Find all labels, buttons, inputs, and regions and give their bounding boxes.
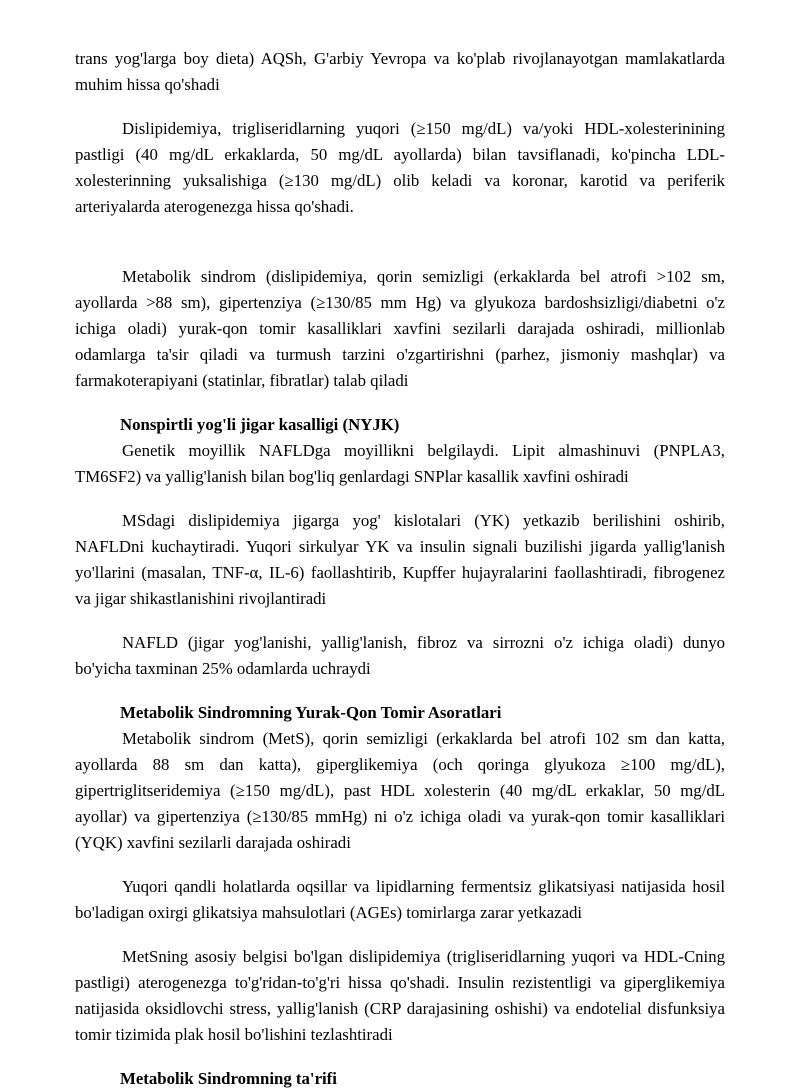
section-heading: Metabolik Sindromning Yurak-Qon Tomir Asoratlari	[120, 703, 502, 722]
paragraph: Metabolik sindrom (MetS), qorin semizligi (erkaklarda bel atrofi 102 sm dan katta, ayollarda 88 sm dan katta), giperglikemiya (och qoringa glyukoza ≥100 mg/dL), gipertriglitseridemiya (≥150 mg/dL), past HDL xolesterin (40 mg/dL erkaklar, 50 mg/dL ayollar) va gipertenziya (≥130/85 mmHg) ni o'z ichiga oladi va yurak-qon tomir kasalliklari (YQK) xavfini sezilarli darajada oshiradi	[75, 729, 725, 852]
paragraph: Yuqori qandli holatlarda oqsillar va lipidlarning fermentsiz glikatsiyasi natijasida hosil bo'ladigan oxirgi glikatsiya mahsulotlari (AGEs) tomirlarga zarar yetkazadi	[75, 877, 725, 922]
paragraph: trans yog'larga boy dieta) AQSh, G'arbiy Yevropa va ko'plab rivojlanayotgan mamlakatlarda muhim hissa qo'shadi	[75, 49, 725, 94]
paragraph: MSdagi dislipidemiya jigarga yog' kislotalari (YK) yetkazib berilishini oshirib, NAFLDni kuchaytiradi. Yuqori sirkulyar YK va insulin signali buzilishi jigarda yallig'lanish yo'llarini (masalan, TNF-α, IL-6) faollashtirib, Kupffer hujayralarini faollashtiradi, fibrogenez va jigar shikastlanishini rivojlantiradi	[75, 511, 725, 608]
text-column	[75, 46, 725, 1092]
paragraph: Genetik moyillik NAFLDga moyillikni belgilaydi. Lipit almashinuvi (PNPLA3, TM6SF2) va yallig'lanish bilan bog'liq genlardagi SNPlar kasallik xavfini oshiradi	[75, 441, 725, 486]
section-heading: Nonspirtli yog'li jigar kasalligi (NYJK)	[120, 415, 400, 434]
paragraph: MetSning asosiy belgisi bo'lgan dislipidemiya (trigliseridlarning yuqori va HDL-Cning pastligi) aterogenezga to'g'ridan-to'g'ri hissa qo'shadi. Insulin rezistentligi va giperglikemiya natijasida oksidlovchi stress, yallig'lanish (CRP darajasining oshishi) va endotelial disfunksiya tomir tizimida plak hosil bo'lishini tezlashtiradi	[75, 947, 725, 1044]
section-heading: Metabolik Sindromning ta'rifi	[120, 1069, 337, 1088]
paragraph: Dislipidemiya, trigliseridlarning yuqori (≥150 mg/dL) va/yoki HDL-xolesterinining pastligi (40 mg/dL erkaklarda, 50 mg/dL ayollarda) bilan tavsiflanadi, ko'pincha LDL-xolesterinning yuksalishiga (≥130 mg/dL) olib keladi va koronar, karotid va periferik arteriyalarda aterogenezga hissa qo'shadi.	[75, 119, 725, 216]
paragraph: Metabolik sindrom (dislipidemiya, qorin semizligi (erkaklarda bel atrofi >102 sm, ayollarda >88 sm), gipertenziya (≥130/85 mm Hg) va glyukoza bardoshsizligi/diabetni o'z ichiga oladi) yurak-qon tomir kasalliklari xavfini sezilarli darajada oshiradi, millionlab odamlarga ta'sir qiladi va turmush tarzini o'zgartirishni (parhez, jismoniy mashqlar) va farmakoterapiyani (statinlar, fibratlar) talab qiladi	[75, 267, 725, 390]
paragraph: NAFLD (jigar yog'lanishi, yallig'lanish, fibroz va sirrozni o'z ichiga oladi) dunyo bo'yicha taxminan 25% odamlarda uchraydi	[75, 633, 725, 678]
